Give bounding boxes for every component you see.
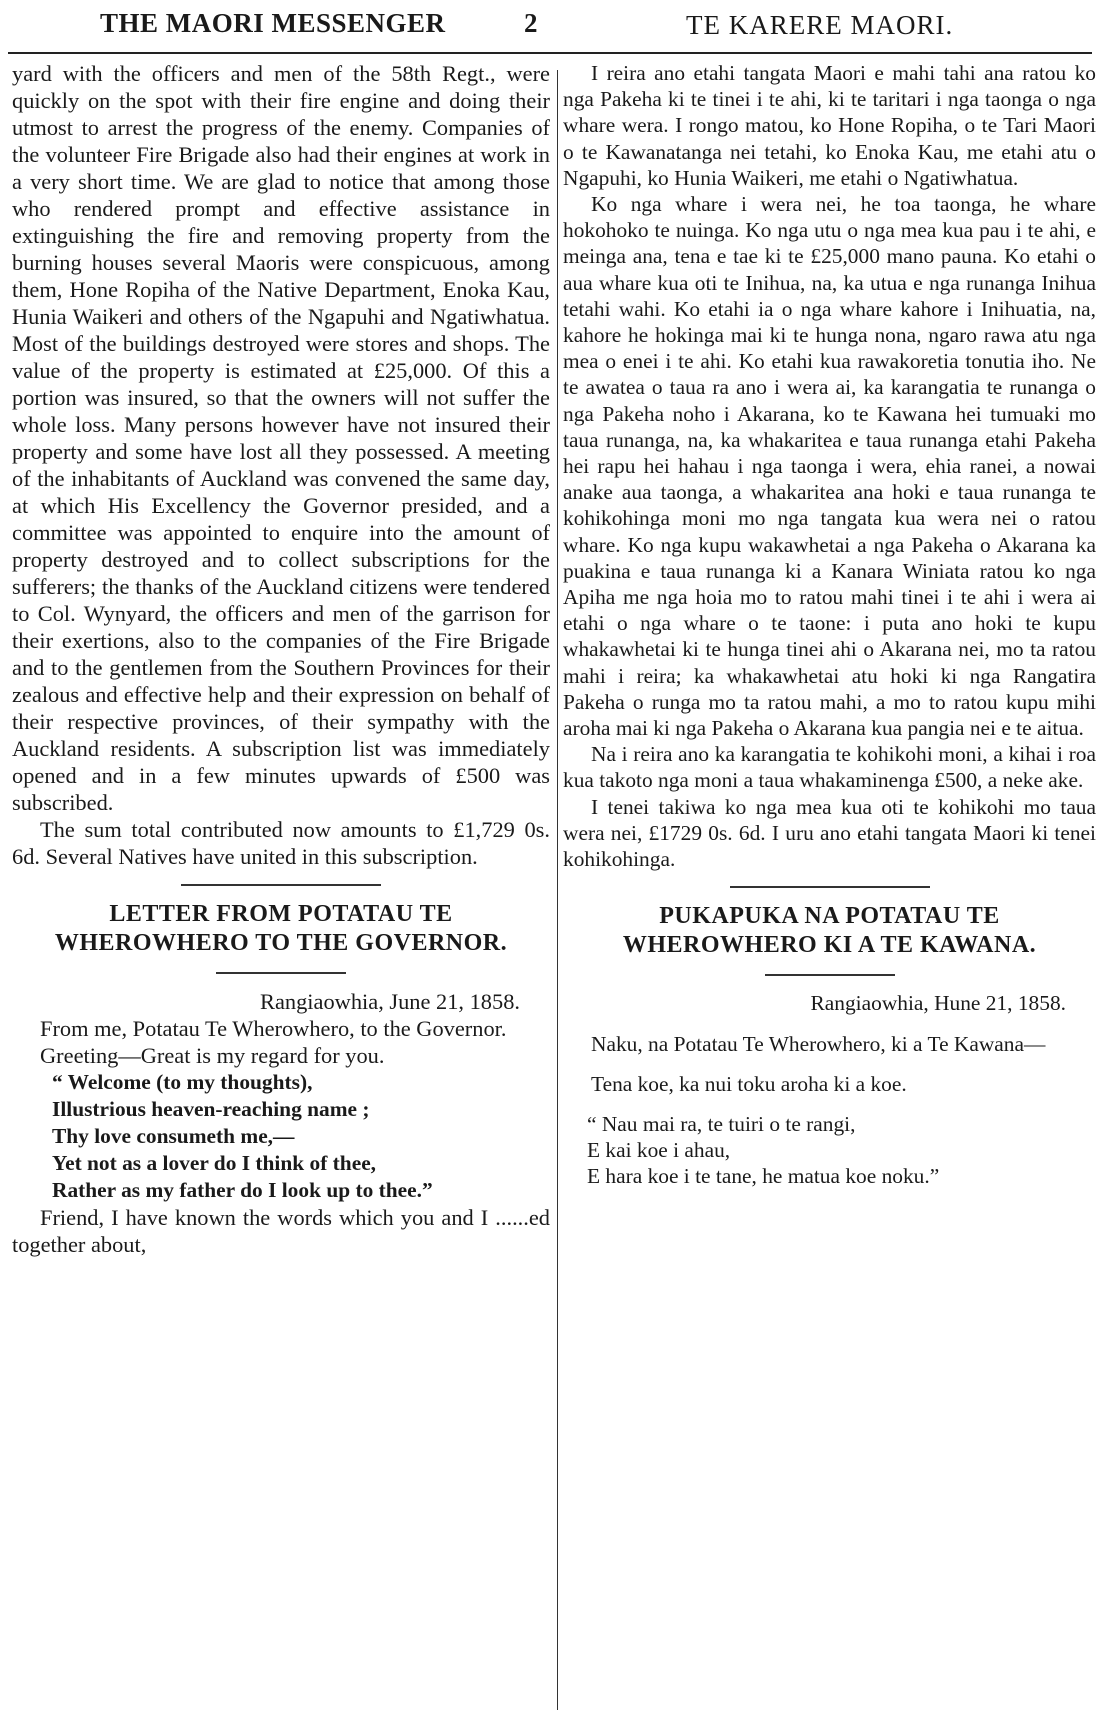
poem: [587, 1111, 1096, 1190]
letter-from: From me, Potatau Te Wherowhero, to the Governor.: [40, 1016, 507, 1041]
poem-line: “ Welcome (to my thoughts),: [52, 1070, 313, 1094]
fire-article-paragraph: Ko nga whare i wera nei, he toa taonga, he whare hokohoko te nuinga. Ko nga utu o nga mea kua pau i te ahi, e meinga ana, tena e tae ki te £25,000 mano pauna. Ko etahi o aua whare kua oti te Inihua, na, ka utua e nga runanga Inihua tetahi wahi. Ko etahi ia o nga whare kahore i Inihuatia, na, kahore he hokinga mai ki te hunga nona, ngaro rawa atu nga mea o enei i te ahi. Ko etahi kua rawakoretia tonutia iho. Ne te awatea o taua ra ano i wera ai, ka karangatia te runanga o nga Pakeha noho i Akarana, ko te Kawana hei tumuaki mo taua runanga, na, ka whakaritea e taua runanga etahi Pakeha hei rapu hei hahau i nga taonga i wera, ehia ranei, a nowai anake aua taonga, a whakaritea ana hoki e taua runanga te kohikohinga moni mo nga tangata kua wera nei o ratou whare. Ko nga kupu wakawhetai a nga Pakeha o Akarana ka puakina e taua runanga ki a Kanara Winiata ratou ko nga Apiha me nga hoia mo to ratou mahi tinei i te ahi i wera ai etahi o nga whare o te taone: i puta ano hoki te kupu whakawhetai ki te hunga tinei ahi o Akarana nei, mo ta ratou mahi i reira; ka whakawhetai atu hoki ki nga Rangatira Pakeha o runga mo ta ratou mahi, a mo to ratou kupu mihi aroha mai ki nga Pakeha o Akarana kua pangia nei e te aitua.: [563, 192, 1096, 741]
poem-line: Thy love consumeth me,—: [52, 1124, 295, 1148]
letter-body: Friend, I have known the words which you and I ......ed together about,: [12, 1205, 550, 1257]
letter-title: PUKAPUKA NA POTATAU TE WHEROWHERO KI A TE KAWANA.: [622, 903, 1037, 959]
english-column: [12, 60, 550, 1258]
maori-column: [563, 60, 1096, 1190]
fire-article-paragraph: I tenei takiwa ko nga mea kua oti te kohikohi mo taua wera nei, £1729 0s. 6d. I uru ano etahi tangata Maori ki tenei kohikohinga.: [563, 794, 1096, 872]
letter-dateline: Rangiaowhia, Hune 21, 1858.: [810, 991, 1066, 1016]
poem-line: “ Nau mai ra, te tuiri o te rangi,: [587, 1111, 856, 1136]
header-rule: [8, 52, 1092, 54]
english-masthead: THE MAORI MESSENGER: [100, 8, 446, 38]
poem-line: Yet not as a lover do I think of thee,: [52, 1151, 377, 1175]
fire-article-paragraph: I reira ano etahi tangata Maori e mahi tahi ana ratou ko nga Pakeha ki te tinei i te ahi, ki te taritari i nga taonga o nga whare wera. I rongo matou, ko Hone Ropiha, o te Tari Maori o te Kawanatanga nei tetahi, ko Enoka Kau, me etahi atu o Ngapuhi, ko Hunia Waikeri, me etahi o Ngatiwhatua.: [563, 61, 1096, 190]
title-rule: [216, 972, 346, 974]
poem-line: Illustrious heaven-reaching name ;: [52, 1097, 370, 1121]
letter-dateline: Rangiaowhia, June 21, 1858.: [260, 989, 520, 1014]
letter-title: LETTER FROM POTATAU TE WHEROWHERO TO THE GOVERNOR.: [54, 901, 508, 956]
fire-article-paragraph: Na i reira ano ka karangatia te kohikohi moni, a kihai i roa kua takoto nga moni a taua whakaminenga £500, a neke ake.: [563, 742, 1096, 793]
poem-line: E hara koe i te tane, he matua koe noku.”: [587, 1164, 940, 1189]
poem-line: Rather as my father do I look up to thee.”: [52, 1178, 433, 1202]
poem: [52, 1069, 550, 1204]
fire-article-paragraph: yard with the officers and men of the 58th Regt., were quickly on the spot with their fire engine and doing their utmost to arrest the progress of the enemy. Companies of the volunteer Fire Brigade also had their engines at work in a very short time. We are glad to notice that among those who rendered prompt and effective assistance in extinguishing the fire and removing property from the burning houses several Maoris were conspicuous, among them, Hone Ropiha of the Native Department, Enoka Kau, Hunia Waikeri and others of the Ngapuhi and Ngatiwhatua. Most of the buildings destroyed were stores and shops. The value of the property is estimated at £25,000. Of this a portion was insured, so that the owners will not suffer the whole loss. Many persons however have not insured their property and some have lost all they possessed. A meeting of the inhabitants of Auckland was convened the same day, at which His Excellency the Governor presided, and a committee was appointed to enquire into the amount of property destroyed and to collect subscriptions for the sufferers; the thanks of the Auckland citizens were tendered to Col. Wynyard, the officers and men of the garrison for their exertions, also to the companies of the Fire Brigade and to the gentlemen from the Southern Provinces for their zealous and effective help and their expression on behalf of their respective provinces, of their sympathy with the Auckland residents. A subscription list was immediately opened and in a few minutes upwards of £500 was subscribed.: [12, 61, 550, 815]
title-rule: [765, 974, 895, 976]
fire-article-paragraph: The sum total contributed now amounts to £1,729 0s. 6d. Several Natives have united in this subscription.: [12, 817, 550, 869]
column-divider: [557, 70, 558, 1710]
page-number: 2: [524, 8, 538, 38]
maori-masthead: TE KARERE MAORI.: [686, 10, 954, 40]
letter-from: Naku, na Potatau Te Wherowhero, ki a Te Kawana—: [591, 1031, 1046, 1056]
page-header: [0, 8, 1114, 52]
section-separator: [730, 886, 930, 888]
poem-line: E kai koe i ahau,: [587, 1138, 731, 1163]
section-separator: [181, 884, 381, 886]
letter-greeting: Tena koe, ka nui toku aroha ki a koe.: [591, 1071, 907, 1096]
letter-greeting: Greeting—Great is my regard for you.: [40, 1043, 385, 1068]
